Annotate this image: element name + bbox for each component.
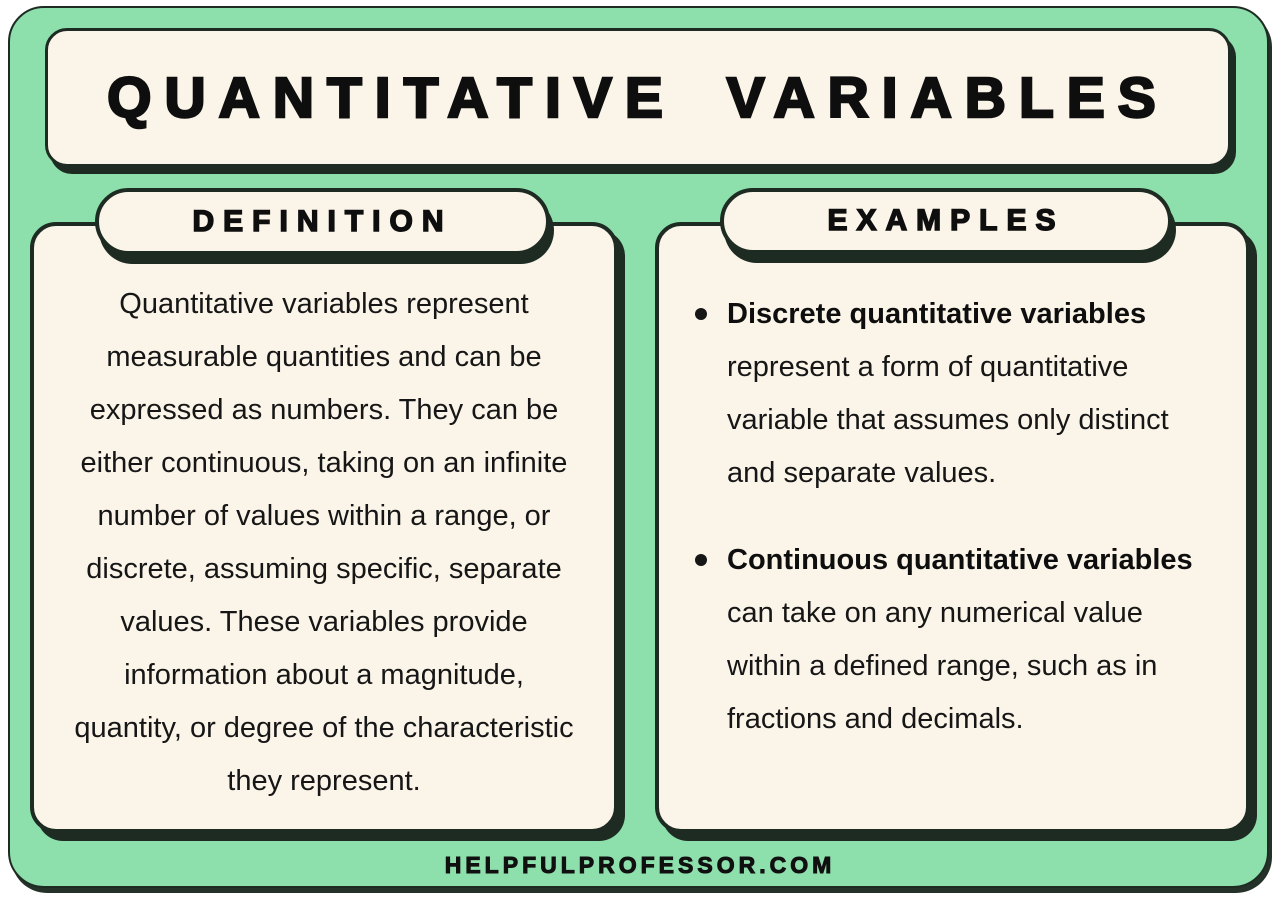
page-title: QUANTITATIVE VARIABLES [107, 65, 1169, 130]
examples-card [655, 222, 1250, 833]
definition-badge [95, 188, 550, 255]
continuous-rest-text: can take on any numerical value within a defined range, such as in fractions and decimals. [727, 597, 1158, 735]
examples-list [659, 226, 1246, 746]
list-item-continuous [695, 534, 1204, 746]
examples-badge [720, 188, 1172, 254]
definition-body-text: Quantitative variables represent measurable quantities and can be expressed as numbers. They can be either continuous, taking on an infinite number of values within a range, or discrete, assuming specific, separate values. These variables provide information about a magnitude, quantity, or degree of the characteristic they represent. [74, 288, 574, 797]
discrete-rest-text: represent a form of quantitative variable that assumes only distinct and separate values. [727, 351, 1169, 489]
website-url: HELPFULPROFESSOR.COM [444, 852, 836, 878]
bullet-icon [695, 308, 707, 320]
definition-heading: DEFINITION [192, 204, 453, 238]
examples-heading: EXAMPLES [827, 204, 1065, 237]
list-item-discrete [695, 288, 1204, 500]
discrete-lead-text: Discrete quantitative variables [727, 298, 1147, 330]
bullet-icon [695, 554, 707, 566]
definition-card [30, 222, 618, 833]
continuous-lead-text: Continuous quantitative variables [727, 544, 1193, 576]
title-banner [45, 28, 1231, 167]
